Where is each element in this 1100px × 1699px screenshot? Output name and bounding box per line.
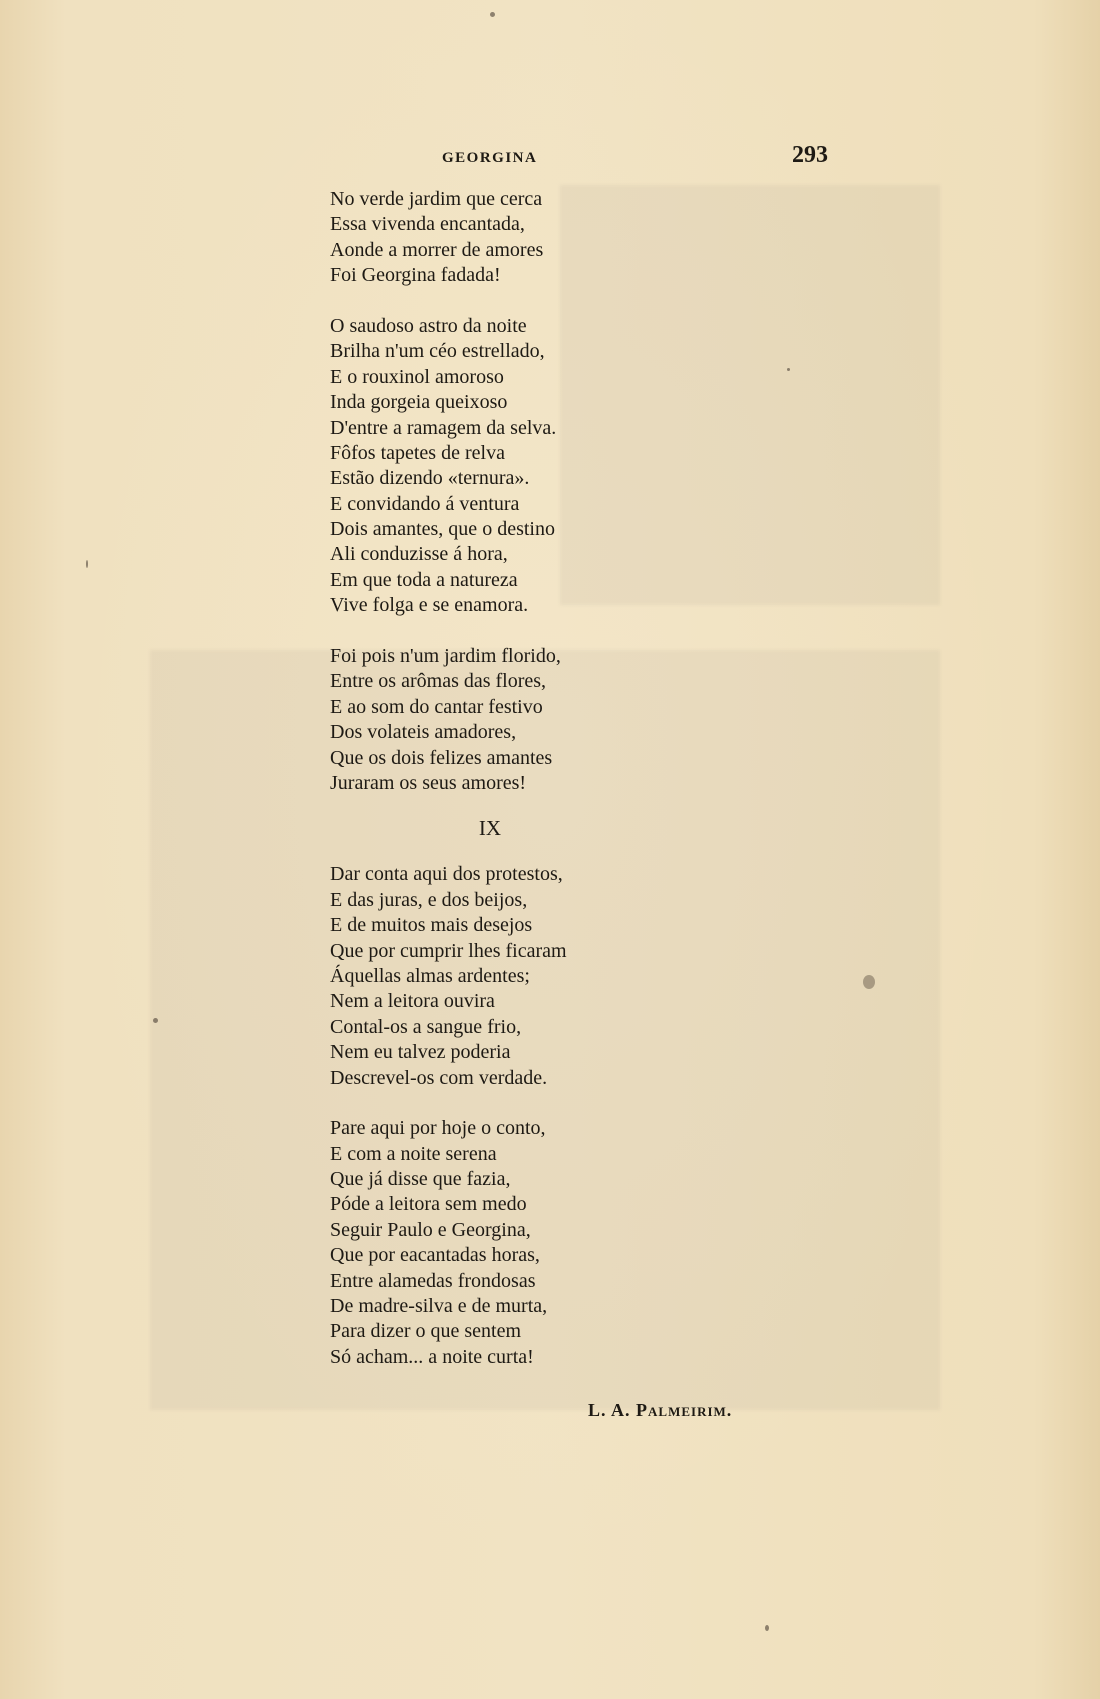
- verse-line: E de muitos mais desejos: [330, 914, 533, 937]
- verse-line: Seguir Paulo e Georgina,: [330, 1218, 531, 1241]
- stanza-3: [330, 644, 750, 796]
- verse-line: Vive folga e se enamora.: [330, 594, 529, 617]
- verse-line: Nem eu talvez poderia: [330, 1041, 511, 1064]
- verse-line: Fôfos tapetes de relva: [330, 441, 505, 464]
- verse-line: Brilha n'um céo estrellado,: [330, 340, 545, 363]
- poem-body: [330, 187, 750, 1370]
- stanza-1: [330, 187, 750, 289]
- verse-line: E com a noite serena: [330, 1142, 497, 1165]
- verse-line: Estão dizendo «ternura».: [330, 467, 530, 490]
- verse-line: Que os dois felizes amantes: [330, 746, 553, 769]
- stanza-5: [330, 1116, 750, 1370]
- verse-line: Só acham... a noite curta!: [330, 1345, 534, 1368]
- verse-line: Inda gorgeia queixoso: [330, 391, 508, 414]
- paper-speck: [863, 975, 875, 989]
- verse-line: Que por cumprir lhes ficaram: [330, 939, 567, 962]
- author-signature: L. A. Palmeirim.: [588, 1400, 733, 1420]
- verse-line: E o rouxinol amoroso: [330, 365, 504, 388]
- paper-speck: [153, 1018, 158, 1023]
- verse-line: De madre-silva e de murta,: [330, 1295, 548, 1318]
- paper-speck: [86, 560, 88, 568]
- verse-line: Essa vivenda encantada,: [330, 213, 525, 236]
- page-number: 293: [792, 142, 828, 168]
- verse-line: E convidando á ventura: [330, 492, 520, 515]
- stanza-2: [330, 314, 750, 619]
- verse-line: No verde jardim que cerca: [330, 188, 543, 210]
- verse-line: Que por eacantadas horas,: [330, 1244, 540, 1267]
- stanza-gap: [330, 619, 750, 644]
- verse-line: D'entre a ramagem da selva.: [330, 416, 557, 439]
- section-heading: IX: [478, 816, 502, 841]
- verse-line: Foi pois n'um jardim florido,: [330, 645, 561, 668]
- stanza-gap: [330, 289, 750, 314]
- verse-line: Entre os arômas das flores,: [330, 670, 547, 693]
- verse-line: Póde a leitora sem medo: [330, 1193, 527, 1216]
- verse-line: Dar conta aqui dos protestos,: [330, 863, 563, 886]
- verse-line: Dois amantes, que o destino: [330, 518, 555, 541]
- verse-line: Ali conduzisse á hora,: [330, 543, 508, 566]
- verse-line: Descrevel-os com verdade.: [330, 1066, 548, 1089]
- verse-line: Juraram os seus amores!: [330, 771, 527, 794]
- running-title: GEORGINA: [442, 150, 538, 166]
- verse-line: Em que toda a natureza: [330, 568, 518, 591]
- verse-line: Áquellas almas ardentes;: [330, 964, 530, 987]
- paper-speck: [765, 1625, 769, 1631]
- paper-speck: [490, 12, 495, 17]
- paper-speck: [787, 368, 790, 371]
- verse-line: Foi Georgina fadada!: [330, 264, 501, 287]
- verse-line: Para dizer o que sentem: [330, 1320, 522, 1343]
- verse-line: E das juras, e dos beijos,: [330, 888, 528, 911]
- verse-line: Que já disse que fazia,: [330, 1168, 511, 1191]
- verse-line: Contal-os a sangue frio,: [330, 1015, 522, 1038]
- stanza-gap: [330, 1091, 750, 1116]
- verse-line: Nem a leitora ouvira: [330, 990, 495, 1013]
- verse-line: E ao som do cantar festivo: [330, 695, 543, 718]
- verse-line: Entre alamedas frondosas: [330, 1269, 536, 1292]
- stanza-4: [330, 862, 750, 1091]
- verse-line: Aonde a morrer de amores: [330, 238, 544, 261]
- verse-line: O saudoso astro da noite: [330, 314, 527, 337]
- verse-line: Pare aqui por hoje o conto,: [330, 1117, 546, 1140]
- verse-line: Dos volateis amadores,: [330, 721, 517, 744]
